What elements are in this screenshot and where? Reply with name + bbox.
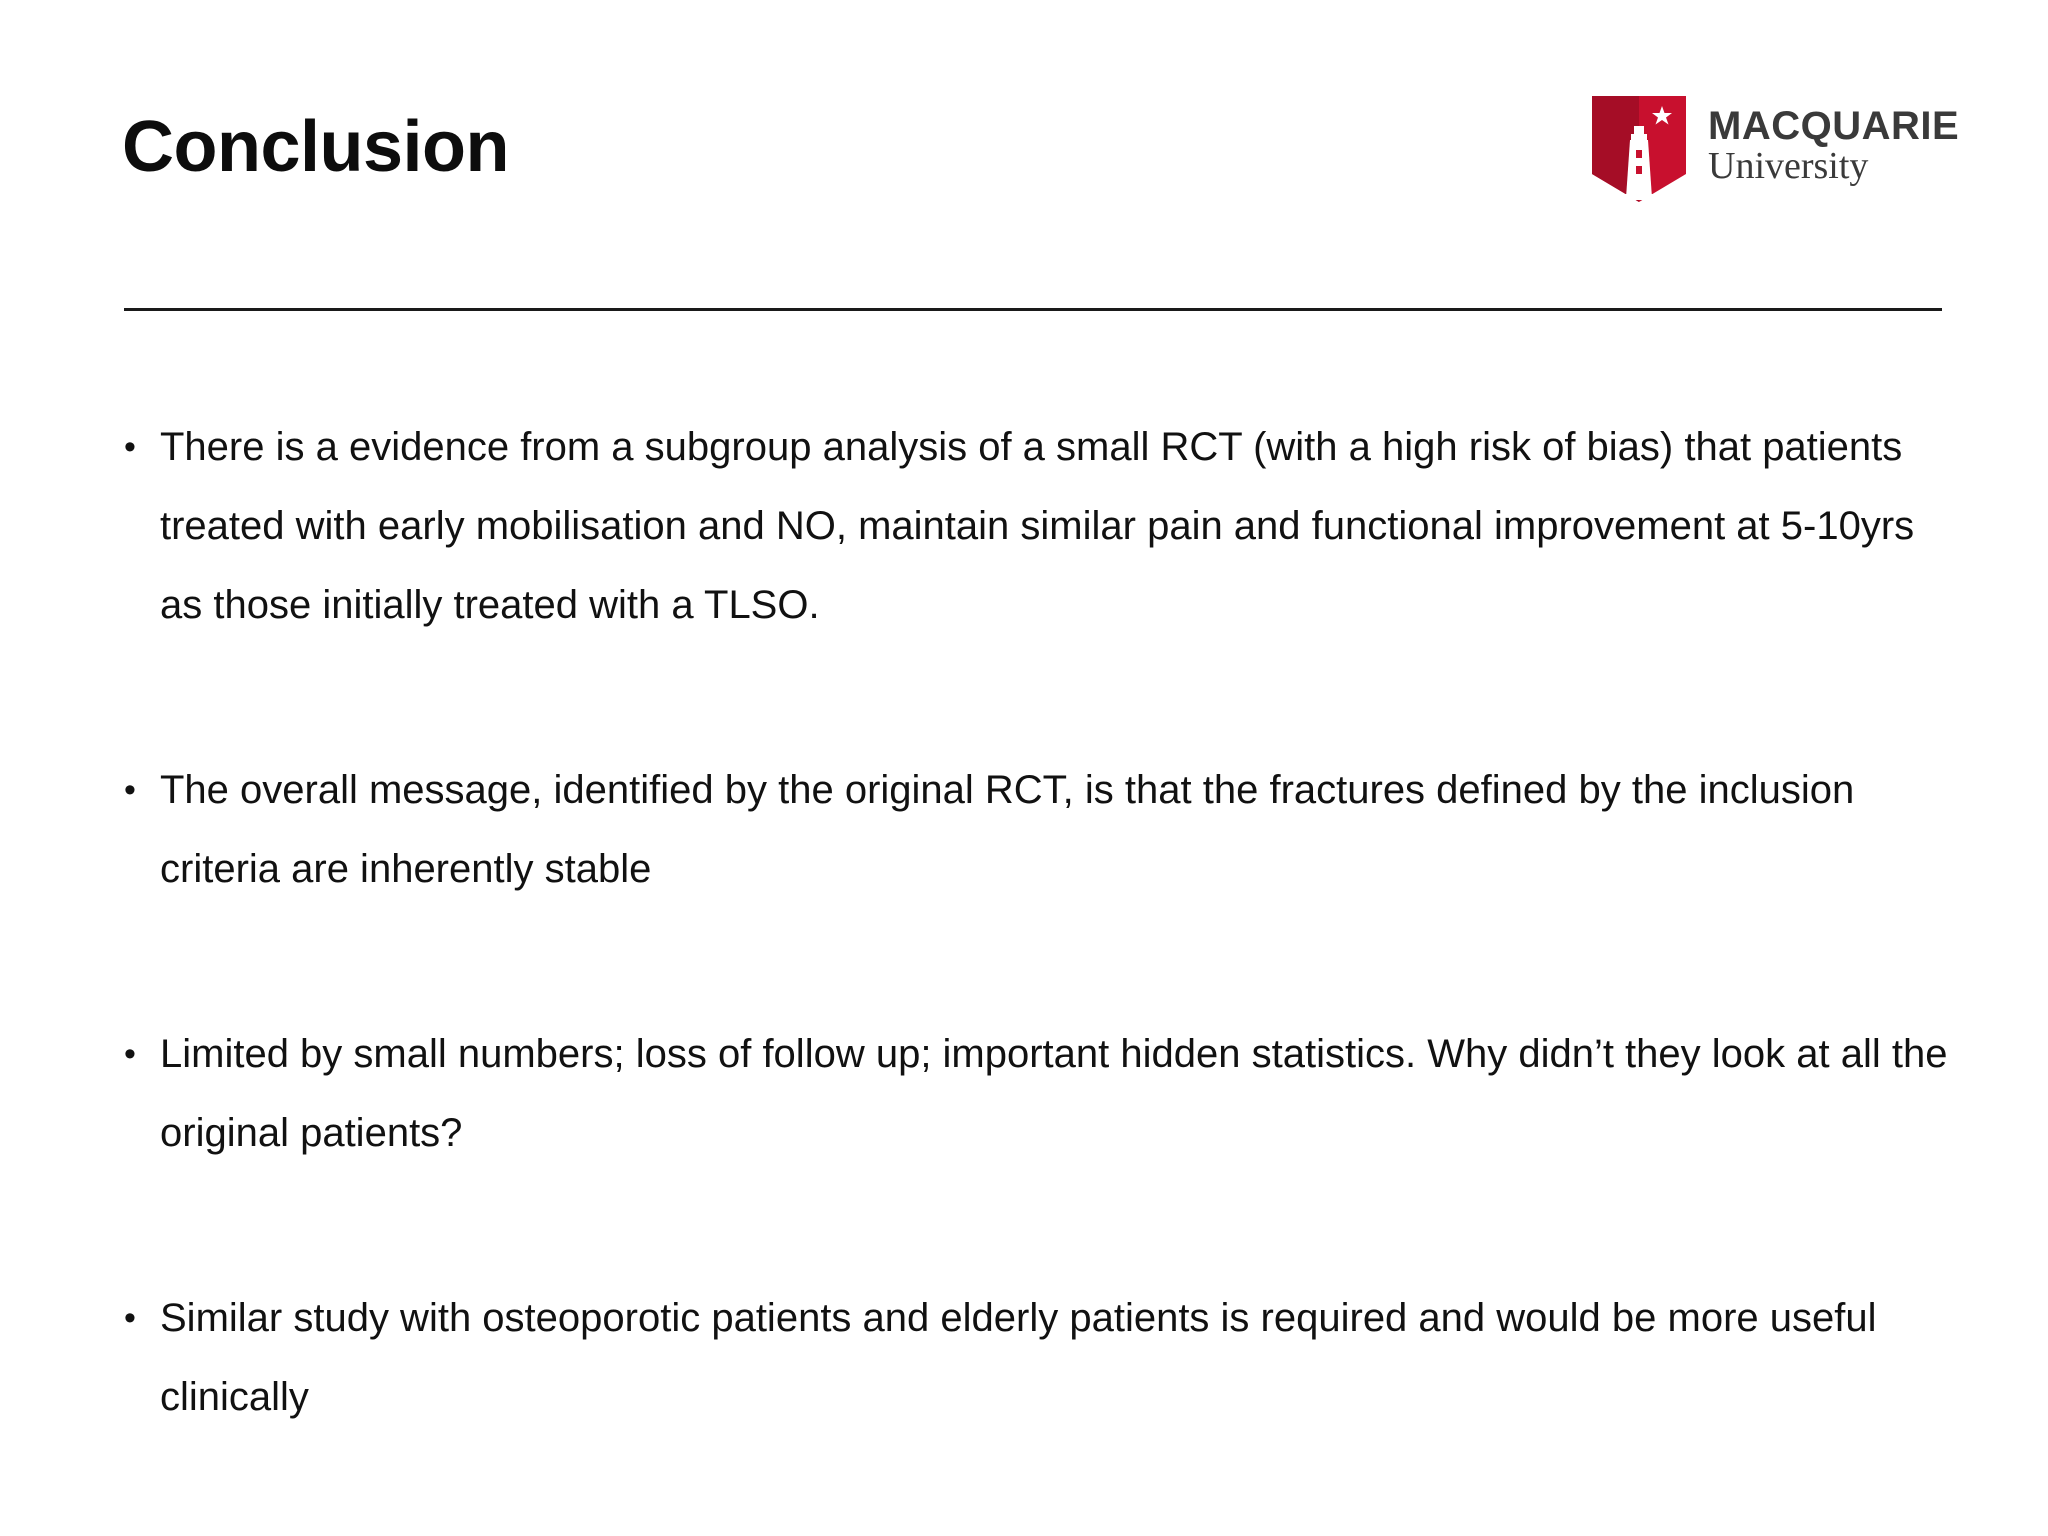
logo-name-line2: University bbox=[1708, 145, 1869, 187]
bullet-list bbox=[124, 408, 1954, 1437]
macquarie-university-logo bbox=[1592, 96, 1960, 206]
bullet-marker: • bbox=[124, 771, 136, 809]
logo-name-line1: MACQUARIE bbox=[1708, 104, 1960, 148]
bullet-marker: • bbox=[124, 428, 136, 466]
lighthouse-shield-icon bbox=[1592, 96, 1686, 202]
bullet-item bbox=[124, 408, 1954, 645]
bullet-text: There is a evidence from a subgroup analysis of a small RCT (with a high risk of bias) that patients treated with early mobilisation and NO, maintain similar pain and functional improvement at 5-10yrs as those initially treated with a TLSO. bbox=[160, 425, 1915, 627]
logo-wordmark bbox=[1708, 104, 1960, 187]
bullet-text: Limited by small numbers; loss of follow up; important hidden statistics. Why didn’t they look at all the original patients? bbox=[160, 1032, 1948, 1155]
bullet-text: Similar study with osteoporotic patients and elderly patients is required and would be more useful clinically bbox=[160, 1296, 1877, 1419]
bullet-item bbox=[124, 1279, 1954, 1437]
bullet-marker: • bbox=[124, 1035, 136, 1073]
title-divider bbox=[124, 308, 1942, 311]
slide-title: Conclusion bbox=[122, 107, 509, 187]
bullet-marker: • bbox=[124, 1299, 136, 1337]
bullet-item bbox=[124, 1015, 1954, 1173]
bullet-item bbox=[124, 751, 1954, 909]
bullet-text: The overall message, identified by the original RCT, is that the fractures defined by the inclusion criteria are inherently stable bbox=[160, 768, 1855, 891]
